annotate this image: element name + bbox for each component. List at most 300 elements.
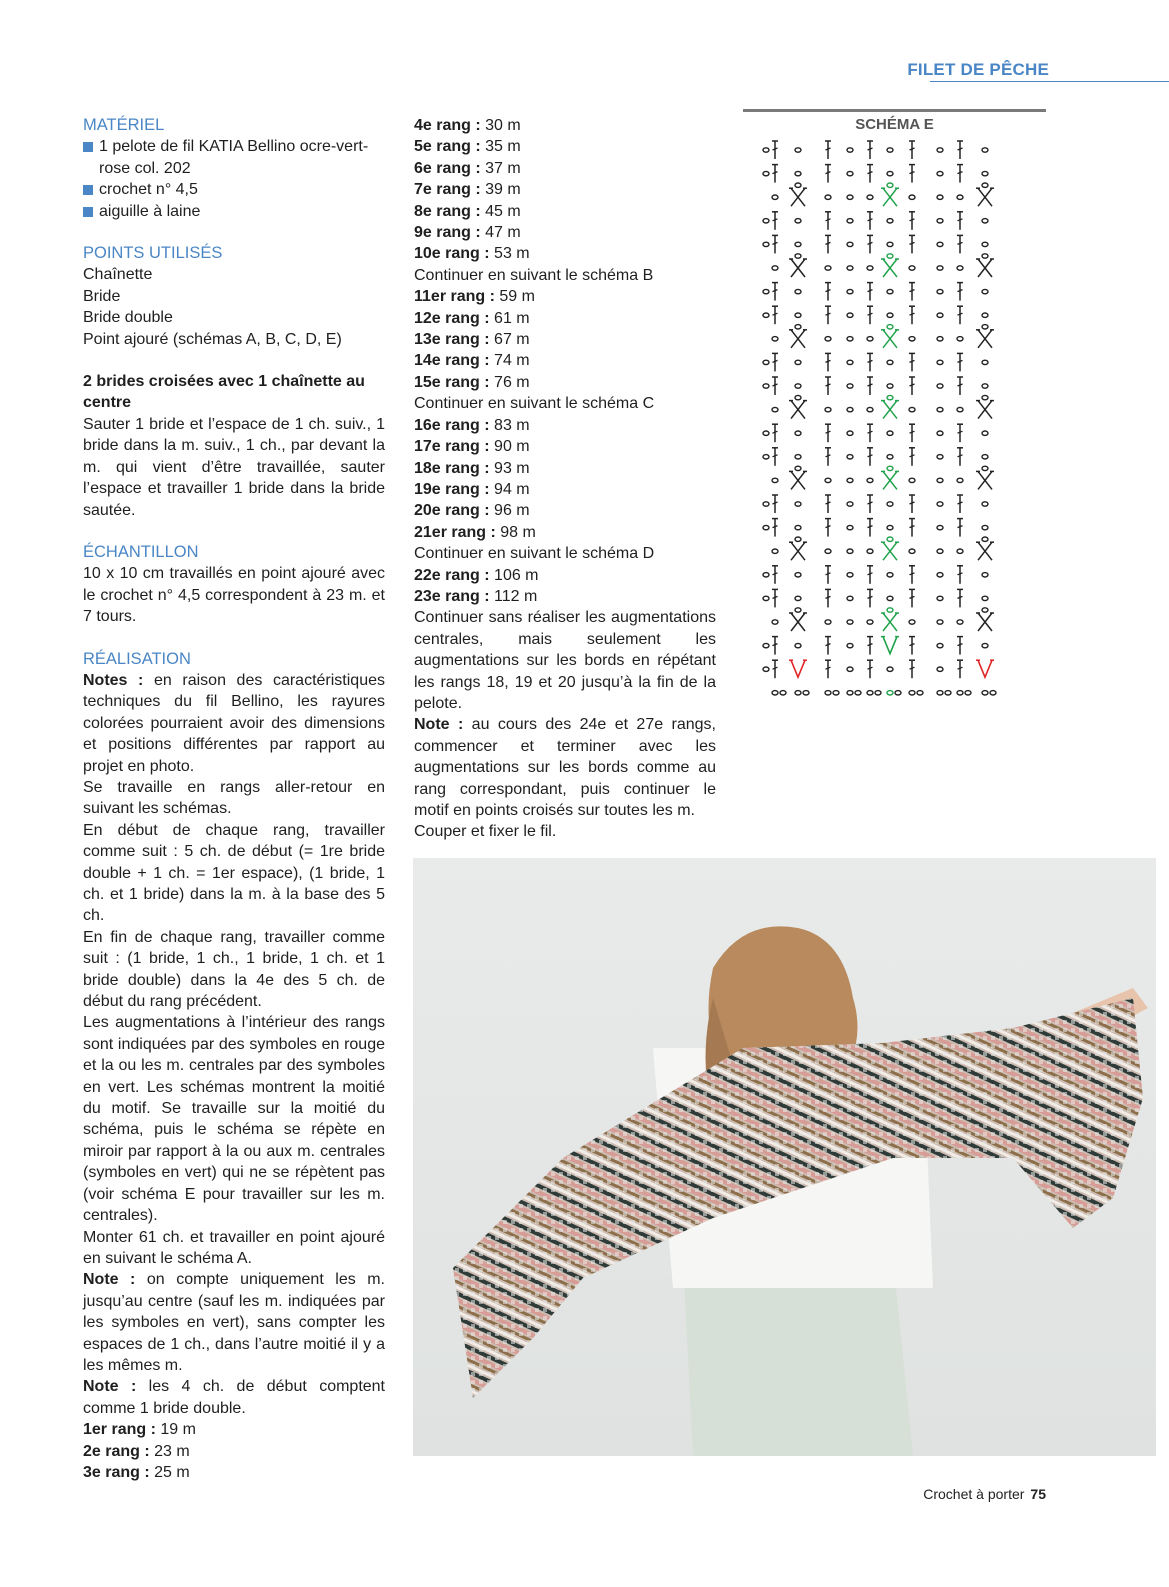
points-item: Bride double (83, 309, 173, 327)
brides-title: 2 brides croisées avec 1 chaînette au centre (83, 373, 365, 412)
treble-symbol (826, 219, 831, 221)
rang-line: 4e rang : 30 m (414, 117, 521, 134)
chain-symbol (763, 502, 769, 506)
treble-symbol (826, 502, 831, 504)
chain-symbol (957, 549, 963, 553)
increase-symbol (978, 660, 992, 677)
treble-symbol (826, 573, 831, 575)
notes-paragraph: Notes : en raison des caractéristiques techniques du fil Bellino, les rayures colorées pourraient avoir des dimensions et positions différentes par rapport au projet en photo. (83, 671, 386, 775)
middle-column (414, 115, 716, 843)
chain-symbol (795, 219, 801, 223)
chain-symbol (795, 395, 801, 399)
chain-symbol (847, 171, 853, 175)
final-paragraph: Continuer sans réaliser les augmentations centrales, mais seulement les augmentations sur les bords en répétant les rangs 18, 19 et 20 jusqu’à la fin de la pelote. (414, 609, 716, 712)
chain-symbol (772, 195, 778, 199)
chain-symbol (887, 384, 893, 388)
treble-symbol (826, 313, 831, 315)
chain-symbol (945, 691, 951, 695)
chain-symbol (847, 455, 853, 459)
chain-symbol (887, 573, 893, 577)
treble-symbol (773, 360, 778, 362)
treble-symbol (910, 360, 915, 362)
treble-symbol (910, 431, 915, 433)
chain-symbol (937, 219, 943, 223)
chain-symbol (855, 691, 861, 695)
chain-symbol (982, 466, 988, 470)
shawl-photo (413, 858, 1156, 1456)
treble-symbol (910, 242, 915, 244)
chain-symbol (937, 502, 943, 506)
rang-line: 15e rang : 76 m (414, 373, 530, 391)
rang-line: 6e rang : 37 m (414, 159, 521, 177)
chain-symbol (795, 573, 801, 577)
treble-symbol (773, 172, 778, 174)
treble-symbol (826, 242, 831, 244)
treble-symbol (910, 644, 915, 646)
chain-symbol (909, 266, 915, 270)
chain-symbol (847, 289, 853, 293)
rang-line: 11er rang : 59 m (414, 288, 535, 306)
chain-symbol (982, 219, 988, 223)
points-title: POINTS UTILISÉS (83, 244, 223, 263)
chain-symbol (887, 313, 893, 317)
chain-symbol (867, 620, 873, 624)
treble-symbol (773, 596, 778, 598)
chain-symbol (887, 219, 893, 223)
treble-symbol (773, 573, 778, 575)
chain-symbol (982, 242, 988, 246)
treble-symbol (868, 360, 873, 362)
chain-symbol (957, 620, 963, 624)
chain-symbol (982, 313, 988, 317)
chain-symbol (763, 573, 769, 577)
chain-symbol (847, 384, 853, 388)
treble-symbol (826, 526, 831, 528)
chain-symbol (887, 525, 893, 529)
chain-symbol (982, 395, 988, 399)
chain-symbol (937, 289, 943, 293)
chain-symbol (887, 289, 893, 293)
treble-symbol (826, 384, 831, 386)
materiel-item: aiguille à laine (83, 201, 385, 222)
chain-symbol (847, 643, 853, 647)
treble-symbol (910, 148, 915, 150)
chain-symbol (763, 643, 769, 647)
chain-symbol (847, 148, 853, 152)
page-number: 75 (1030, 1486, 1046, 1502)
chain-symbol (795, 242, 801, 246)
chain-symbol (937, 360, 943, 364)
chain-symbol (763, 384, 769, 388)
points-item: Chaînette (83, 266, 153, 284)
chain-symbol (982, 643, 988, 647)
rang-line: 17e rang : 90 m (414, 438, 530, 456)
chain-symbol (795, 171, 801, 175)
treble-symbol (868, 290, 873, 292)
materiel-title: MATÉRIEL (83, 116, 165, 134)
treble-symbol (826, 431, 831, 433)
treble-symbol (868, 573, 873, 575)
treble-symbol (826, 644, 831, 646)
chain-symbol (847, 596, 853, 600)
chain-symbol (917, 691, 923, 695)
continue-line: Continuer en suivant le schéma D (414, 545, 655, 563)
chain-symbol (795, 183, 801, 187)
echantillon-text: 10 x 10 cm travaillés en point ajouré avec le crochet n° 4,5 correspondent à 23 m. et 7 tours. (83, 565, 385, 626)
chain-symbol (825, 620, 831, 624)
note-paragraph: Note : au cours des 24e et 27e rangs, commencer et terminer avec les augmentations sur les bords comme au rang correspondant, puis continuer le motif en points croisés sur toutes les m. (414, 716, 716, 819)
chain-symbol (937, 337, 943, 341)
chain-symbol (937, 266, 943, 270)
chain-symbol (965, 691, 971, 695)
treble-symbol (958, 573, 963, 575)
chain-symbol (763, 219, 769, 223)
treble-symbol (910, 573, 915, 575)
chain-symbol (847, 219, 853, 223)
chain-symbol (957, 691, 963, 695)
chain-symbol (847, 337, 853, 341)
chain-symbol (847, 620, 853, 624)
treble-symbol (826, 360, 831, 362)
chain-symbol (795, 360, 801, 364)
treble-symbol (958, 455, 963, 457)
chain-symbol (795, 254, 801, 258)
continue-line: Continuer en suivant le schéma B (414, 266, 654, 284)
chain-symbol (982, 525, 988, 529)
treble-symbol (958, 384, 963, 386)
treble-symbol (910, 502, 915, 504)
chain-symbol (847, 266, 853, 270)
chain-symbol (982, 455, 988, 459)
treble-symbol (910, 596, 915, 598)
chain-symbol (982, 573, 988, 577)
chain-symbol (825, 337, 831, 341)
treble-symbol (958, 172, 963, 174)
treble-symbol (826, 667, 831, 669)
chain-symbol (867, 478, 873, 482)
chain-symbol (795, 691, 801, 695)
rang-line: 1er rang : 19 m (83, 1421, 196, 1439)
schema-rule (743, 109, 1046, 112)
chain-symbol (909, 691, 915, 695)
treble-symbol (868, 313, 873, 315)
treble-symbol (910, 526, 915, 528)
chain-symbol (795, 608, 801, 612)
chain-symbol (833, 691, 839, 695)
rang-line: 14e rang : 74 m (414, 352, 530, 370)
treble-symbol (773, 313, 778, 315)
treble-symbol (773, 148, 778, 150)
chain-symbol (982, 384, 988, 388)
chain-symbol (895, 691, 901, 695)
points-item: Point ajouré (schémas A, B, C, D, E) (83, 330, 342, 348)
rang-line: 23e rang : 112 m (414, 587, 538, 605)
chain-symbol (909, 337, 915, 341)
chain-symbol (982, 289, 988, 293)
treble-symbol (868, 172, 873, 174)
rang-line: 18e rang : 93 m (414, 459, 530, 477)
chain-symbol (825, 691, 831, 695)
end-line: Couper et fixer le fil. (414, 823, 557, 841)
rang-line: 16e rang : 83 m (414, 416, 530, 434)
treble-symbol (826, 596, 831, 598)
chain-symbol (795, 455, 801, 459)
chain-symbol (795, 466, 801, 470)
chain-symbol (887, 596, 893, 600)
bullet-square-icon (83, 142, 93, 152)
chain-symbol (847, 691, 853, 695)
chain-symbol (887, 395, 893, 399)
materiel-item: crochet n° 4,5 (83, 179, 385, 200)
treble-symbol (910, 667, 915, 669)
treble-symbol (868, 667, 873, 669)
rang-line: 13e rang : 67 m (414, 331, 530, 349)
chain-symbol (763, 667, 769, 671)
treble-symbol (826, 290, 831, 292)
chain-symbol (887, 537, 893, 541)
treble-symbol (826, 148, 831, 150)
chain-symbol (887, 171, 893, 175)
chain-symbol (847, 549, 853, 553)
treble-symbol (868, 526, 873, 528)
treble-symbol (958, 360, 963, 362)
chain-symbol (937, 431, 943, 435)
treble-symbol (958, 596, 963, 598)
materiel-item: 1 pelote de fil KATIA Bellino ocre-vert-rose col. 202 (83, 136, 385, 179)
treble-symbol (910, 172, 915, 174)
chain-symbol (887, 254, 893, 258)
chain-symbol (763, 289, 769, 293)
chain-symbol (772, 337, 778, 341)
realisation-paragraph: Les augmentations à l’intérieur des rangs sont indiquées par des symboles en rouge et la ou les m. centrales par des symboles en vert. Les schémas montrent la moitié du motif. Se travaille sur la moitié du schéma, puis le schéma se répète en miroir par rapport à la ou aux m. centrales (symboles en vert) qui ne se répètent pas (voir schéma E pour travailler sur les m. centrales). (83, 1014, 385, 1225)
chain-symbol (772, 691, 778, 695)
chain-symbol (795, 537, 801, 541)
chain-symbol (982, 596, 988, 600)
chain-symbol (937, 455, 943, 459)
chain-symbol (909, 195, 915, 199)
chain-symbol (867, 691, 873, 695)
treble-symbol (773, 219, 778, 221)
chain-symbol (957, 478, 963, 482)
header-rule (930, 81, 1169, 82)
treble-symbol (958, 667, 963, 669)
treble-symbol (958, 148, 963, 150)
chain-symbol (937, 525, 943, 529)
realisation-paragraph: Monter 61 ch. et travailler en point ajouré en suivant le schéma A. (83, 1228, 385, 1267)
chain-symbol (763, 360, 769, 364)
chain-symbol (982, 360, 988, 364)
chain-symbol (909, 407, 915, 411)
chain-symbol (937, 620, 943, 624)
note-paragraph: Note : les 4 ch. de début comptent comme 1 bride double. (83, 1378, 386, 1417)
chain-symbol (982, 502, 988, 506)
chain-symbol (847, 525, 853, 529)
chain-symbol (795, 289, 801, 293)
treble-symbol (910, 290, 915, 292)
treble-symbol (773, 242, 778, 244)
chain-symbol (772, 549, 778, 553)
chain-symbol (867, 195, 873, 199)
chain-symbol (867, 549, 873, 553)
chain-symbol (887, 608, 893, 612)
chain-symbol (867, 266, 873, 270)
chain-symbol (982, 254, 988, 258)
realisation-paragraph: Se travaille en rangs aller-retour en suivant les schémas. (83, 778, 385, 818)
chain-symbol (847, 313, 853, 317)
chain-symbol (887, 431, 893, 435)
chain-symbol (763, 525, 769, 529)
treble-symbol (958, 313, 963, 315)
chain-symbol (937, 195, 943, 199)
chain-symbol (887, 502, 893, 506)
treble-symbol (773, 431, 778, 433)
chain-symbol (957, 407, 963, 411)
chain-symbol (803, 691, 809, 695)
treble-symbol (773, 667, 778, 669)
chain-symbol (957, 266, 963, 270)
points-item: Bride (83, 287, 121, 305)
chain-symbol (825, 195, 831, 199)
chain-symbol (847, 360, 853, 364)
chain-symbol (780, 691, 786, 695)
echantillon-title: ÉCHANTILLON (83, 542, 199, 561)
treble-symbol (958, 219, 963, 221)
chain-symbol (887, 691, 893, 695)
chain-symbol (887, 455, 893, 459)
rang-line: 22e rang : 106 m (414, 566, 539, 584)
rang-line: 7e rang : 39 m (414, 181, 521, 199)
chain-symbol (887, 242, 893, 246)
chain-symbol (763, 431, 769, 435)
chain-symbol (847, 431, 853, 435)
chain-symbol (847, 573, 853, 577)
treble-symbol (910, 313, 915, 315)
left-column (83, 115, 385, 1483)
treble-symbol (868, 148, 873, 150)
chain-symbol (875, 691, 881, 695)
chain-symbol (909, 549, 915, 553)
rang-line: 5e rang : 35 m (414, 138, 521, 156)
treble-symbol (910, 455, 915, 457)
rang-line: 9e rang : 47 m (414, 224, 521, 242)
treble-symbol (773, 455, 778, 457)
magazine-name: Crochet à porter (923, 1486, 1025, 1502)
chain-symbol (982, 171, 988, 175)
chain-symbol (825, 266, 831, 270)
treble-symbol (910, 384, 915, 386)
treble-symbol (910, 219, 915, 221)
treble-symbol (826, 455, 831, 457)
chain-symbol (795, 596, 801, 600)
chain-symbol (909, 478, 915, 482)
chain-symbol (763, 596, 769, 600)
chain-symbol (795, 148, 801, 152)
crochet-chart-diagram (760, 138, 1040, 743)
chain-symbol (887, 360, 893, 364)
chain-symbol (957, 337, 963, 341)
chain-symbol (887, 667, 893, 671)
chain-symbol (982, 537, 988, 541)
section-title: FILET DE PÊCHE (907, 60, 1049, 79)
chain-symbol (847, 407, 853, 411)
chain-symbol (772, 407, 778, 411)
rang-line: 19e rang : 94 m (414, 480, 530, 498)
chain-symbol (763, 242, 769, 246)
chain-symbol (937, 148, 943, 152)
treble-symbol (868, 219, 873, 221)
chain-symbol (990, 691, 996, 695)
chain-symbol (772, 620, 778, 624)
chain-symbol (825, 478, 831, 482)
chain-symbol (937, 384, 943, 388)
schema-title: SCHÉMA E (855, 116, 934, 133)
chain-symbol (937, 596, 943, 600)
realisation-title: RÉALISATION (83, 649, 191, 668)
treble-symbol (958, 242, 963, 244)
note-paragraph: Note : on compte uniquement les m. jusqu’au centre (sauf les m. indiquées par les symboles en vert), sans compter les espaces de 1 ch., dans l’autre moitié il y a les mêmes m. (83, 1271, 385, 1374)
chain-symbol (763, 148, 769, 152)
chain-symbol (867, 337, 873, 341)
chain-symbol (909, 620, 915, 624)
chain-symbol (937, 643, 943, 647)
chain-symbol (847, 195, 853, 199)
treble-symbol (958, 502, 963, 504)
treble-symbol (868, 596, 873, 598)
treble-symbol (958, 431, 963, 433)
chain-symbol (937, 171, 943, 175)
chain-symbol (847, 478, 853, 482)
treble-symbol (868, 431, 873, 433)
treble-symbol (773, 384, 778, 386)
continue-line: Continuer en suivant le schéma C (414, 395, 655, 413)
chain-symbol (982, 183, 988, 187)
chain-symbol (825, 549, 831, 553)
chain-symbol (937, 313, 943, 317)
rang-line: 21er rang : 98 m (414, 523, 536, 541)
chain-symbol (887, 325, 893, 329)
chain-symbol (847, 242, 853, 246)
rang-line: 2e rang : 23 m (83, 1442, 190, 1460)
increase-symbol (883, 637, 897, 654)
treble-symbol (868, 644, 873, 646)
chain-symbol (937, 478, 943, 482)
chain-symbol (937, 549, 943, 553)
treble-symbol (773, 290, 778, 292)
chain-symbol (867, 407, 873, 411)
chain-symbol (772, 478, 778, 482)
chain-symbol (957, 195, 963, 199)
chain-symbol (795, 325, 801, 329)
brides-text: Sauter 1 bride et l’espace de 1 ch. suiv., 1 bride dans la m. suiv., 1 ch., par devant la m. qui vient d’être travaillée, sauter l’espace et travailler 1 bride dans la bride sautée. (83, 415, 385, 519)
treble-symbol (773, 526, 778, 528)
treble-symbol (868, 455, 873, 457)
chain-symbol (937, 691, 943, 695)
chain-symbol (887, 148, 893, 152)
chain-symbol (795, 313, 801, 317)
chain-symbol (825, 407, 831, 411)
page-footer (923, 1486, 1046, 1502)
rang-line: 8e rang : 45 m (414, 202, 521, 220)
chain-symbol (795, 502, 801, 506)
chain-symbol (847, 502, 853, 506)
chain-symbol (795, 525, 801, 529)
chain-symbol (937, 407, 943, 411)
treble-symbol (868, 502, 873, 504)
chain-symbol (937, 242, 943, 246)
rang-line: 12e rang : 61 m (414, 309, 530, 327)
rang-line: 10e rang : 53 m (414, 245, 530, 263)
chain-symbol (982, 608, 988, 612)
